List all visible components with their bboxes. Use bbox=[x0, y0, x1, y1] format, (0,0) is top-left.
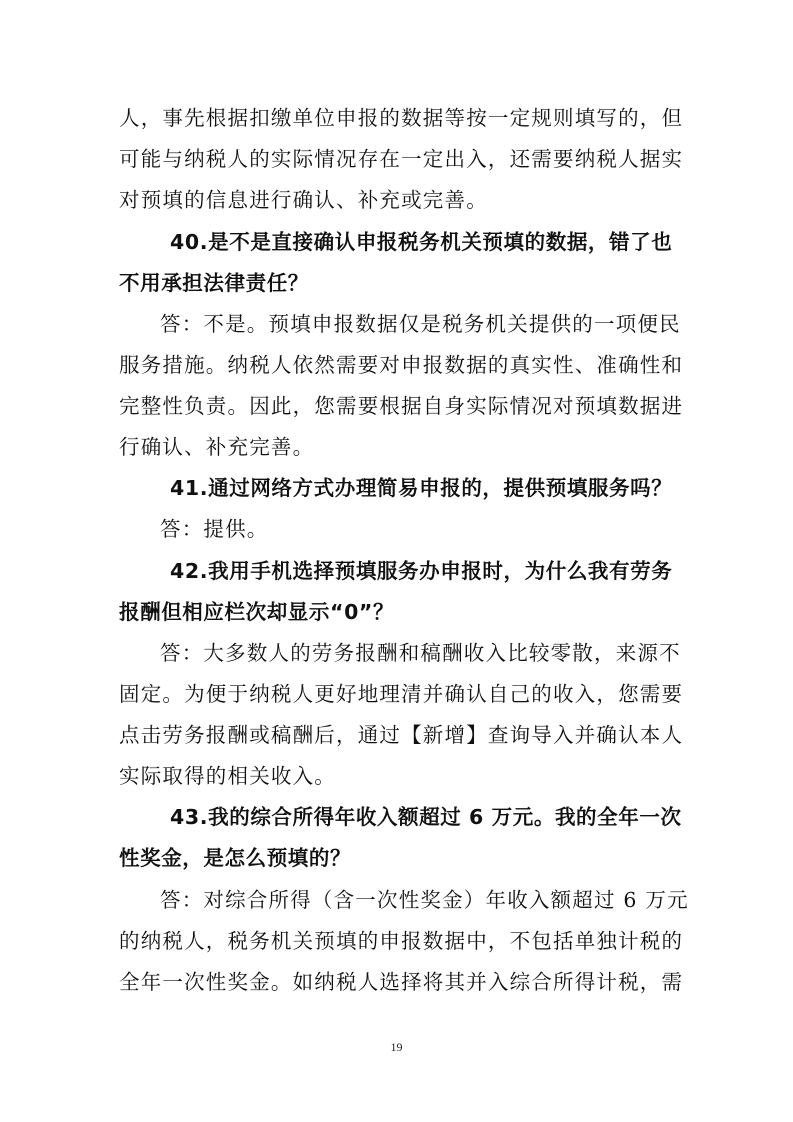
paragraph-line: 可能与纳税人的实际情况存在一定出入，还需要纳税人据实 bbox=[119, 147, 684, 171]
answer-42-line: 答：大多数人的劳务报酬和稿酬收入比较零散，来源不 bbox=[160, 641, 681, 665]
paragraph-line: 人，事先根据扣缴单位申报的数据等按一定规则填写的，但 bbox=[119, 106, 684, 130]
answer-40-line: 行确认、补充完善。 bbox=[119, 435, 315, 459]
answer-43-line: 答：对综合所得（含一次性奖金）年收入额超过 6 万元 bbox=[160, 888, 689, 912]
answer-43-line: 的纳税人，税务机关预填的申报数据中，不包括单独计税的 bbox=[119, 929, 684, 953]
paragraph-line: 对预填的信息进行确认、补充或完善。 bbox=[119, 188, 488, 212]
question-42-line: 报酬但相应栏次却显示“0”？ bbox=[119, 600, 395, 624]
question-43-line: 性奖金，是怎么预填的？ bbox=[119, 846, 352, 870]
question-43-line: 43.我的综合所得年收入额超过 6 万元。我的全年一次 bbox=[170, 805, 682, 829]
question-40-line: 不用承担法律责任？ bbox=[119, 271, 309, 295]
question-41-line: 41.通过网络方式办理简易申报的，提供预填服务吗？ bbox=[170, 476, 673, 500]
question-40-line: 40.是不是直接确认申报税务机关预填的数据，错了也 bbox=[170, 230, 673, 254]
answer-40-line: 服务措施。纳税人依然需要对申报数据的真实性、准确性和 bbox=[119, 353, 684, 377]
answer-42-line: 点击劳务报酬或稿酬后，通过【新增】查询导入并确认本人 bbox=[119, 723, 684, 747]
page-number: 19 bbox=[390, 1040, 403, 1054]
answer-42-line: 实际取得的相关收入。 bbox=[119, 764, 336, 788]
answer-40-line: 完整性负责。因此，您需要根据自身实际情况对预填数据进 bbox=[119, 394, 684, 418]
answer-43-line: 全年一次性奖金。如纳税人选择将其并入综合所得计税，需 bbox=[119, 970, 684, 994]
answer-40-line: 答：不是。预填申报数据仅是税务机关提供的一项便民 bbox=[160, 312, 681, 336]
answer-41-line: 答：提供。 bbox=[160, 517, 269, 541]
answer-42-line: 固定。为便于纳税人更好地理清并确认自己的收入，您需要 bbox=[119, 682, 684, 706]
question-42-line: 42.我用手机选择预填服务办申报时，为什么我有劳务 bbox=[170, 559, 673, 583]
